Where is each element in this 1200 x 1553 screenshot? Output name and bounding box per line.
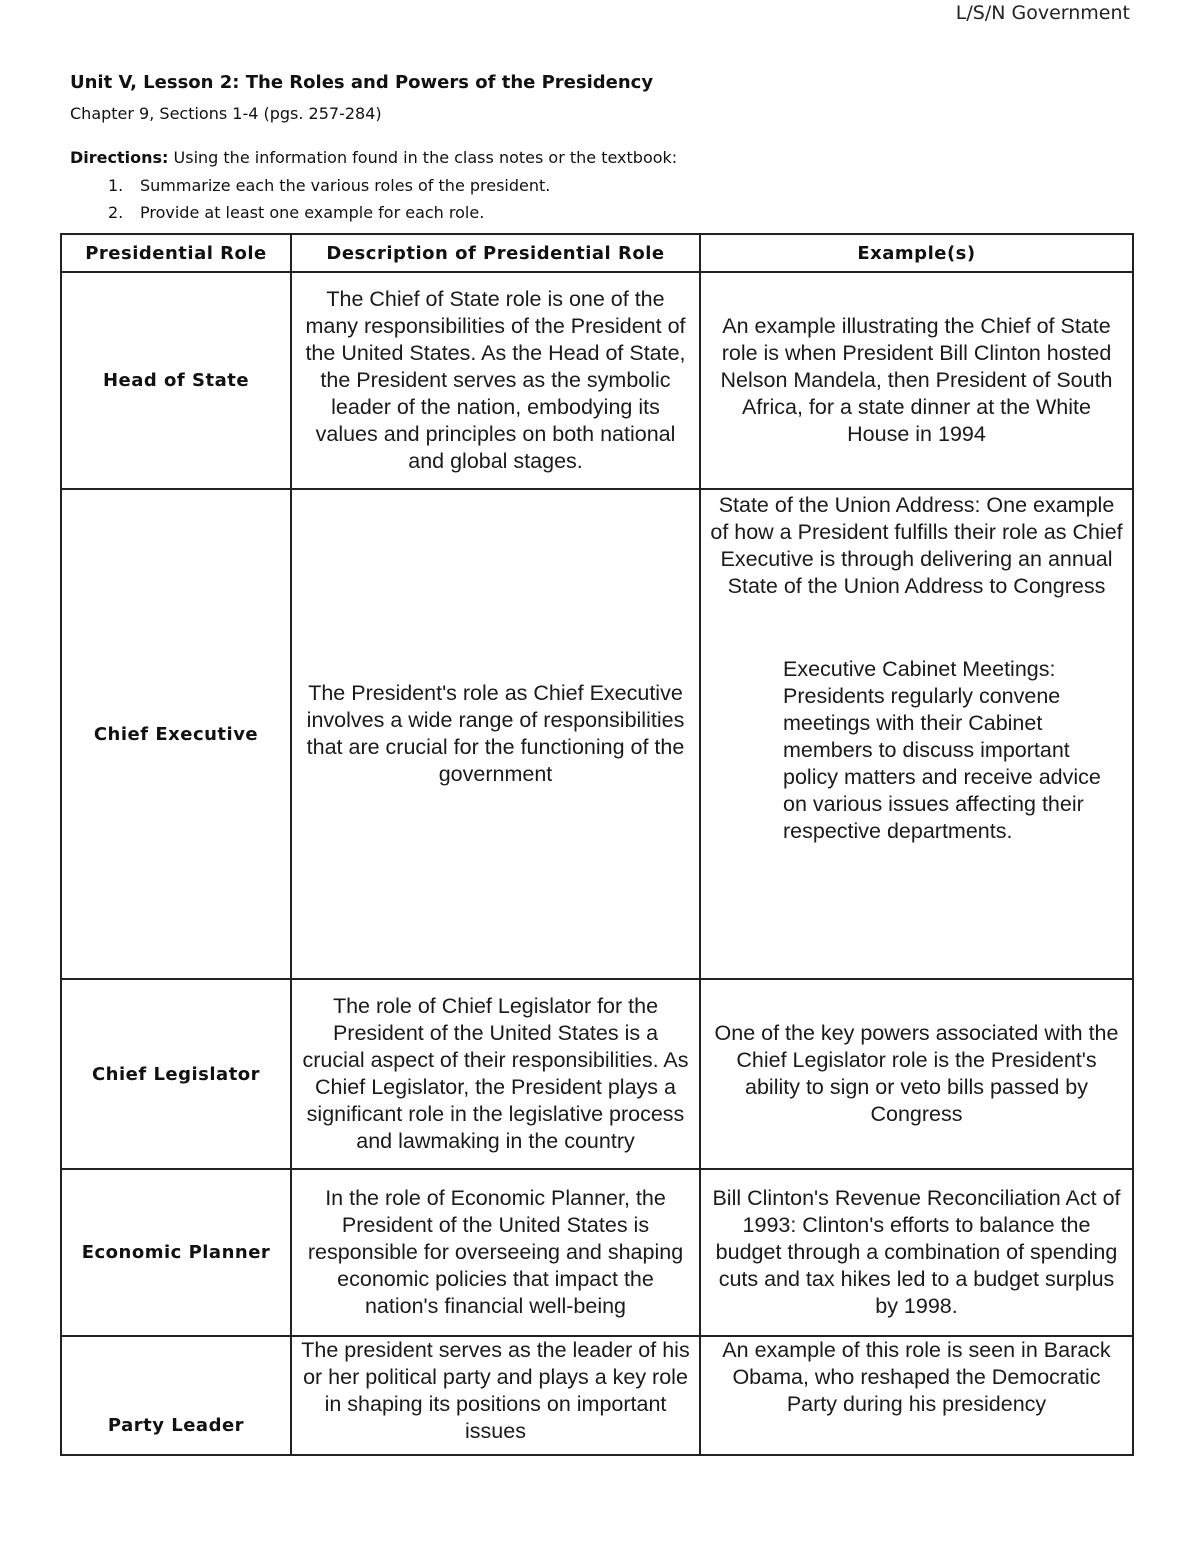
header-examples: Example(s) — [700, 234, 1133, 272]
role-name: Economic Planner — [61, 1169, 291, 1336]
course-header: L/S/N Government — [955, 2, 1130, 24]
table-row — [61, 979, 1133, 1169]
role-description: The president serves as the leader of his or her political party and plays a key role in shaping its positions on important issues — [291, 1336, 700, 1455]
directions-text: Using the information found in the class notes or the textbook: — [168, 148, 678, 167]
table-row — [61, 1336, 1133, 1455]
role-example — [700, 489, 1133, 979]
page-title: Unit V, Lesson 2: The Roles and Powers of the Presidency — [70, 72, 654, 93]
list-item — [70, 201, 550, 228]
header-description: Description of Presidential Role — [291, 234, 700, 272]
example-state-of-union: State of the Union Address: One example of how a President fulfills their role as Chief Executive is through delivering an annual State of the Union Address to Congress — [710, 493, 1123, 598]
role-description: The role of Chief Legislator for the President of the United States is a crucial aspect of their responsibilities. As Chief Legislator, the President plays a significant role in the legislative process and lawmaking in the country — [291, 979, 700, 1169]
role-name: Head of State — [61, 272, 291, 489]
header-presidential-role: Presidential Role — [61, 234, 291, 272]
role-name: Chief Legislator — [61, 979, 291, 1169]
role-description: The Chief of State role is one of the many responsibilities of the President of the United States. As the Head of State, the President serves as the symbolic leader of the nation, embodying its values and principles on both national and global stages. — [291, 272, 700, 489]
list-item — [70, 174, 550, 201]
role-example: An example illustrating the Chief of State role is when President Bill Clinton hosted Nelson Mandela, then President of South Africa, for a state dinner at the White House in 1994 — [700, 272, 1133, 489]
role-example: One of the key powers associated with the Chief Legislator role is the President's ability to sign or veto bills passed by Congress — [700, 979, 1133, 1169]
step-number: 1. — [108, 176, 124, 195]
role-description: The President's role as Chief Executive involves a wide range of responsibilities that are crucial for the functioning of the government — [291, 489, 700, 979]
step-number: 2. — [108, 203, 124, 222]
role-example: Bill Clinton's Revenue Reconciliation Act of 1993: Clinton's efforts to balance the budget through a combination of spending cuts and tax hikes led to a budget surplus by 1998. — [700, 1169, 1133, 1336]
step-text: Summarize each the various roles of the president. — [140, 176, 551, 195]
chapter-reference: Chapter 9, Sections 1-4 (pgs. 257-284) — [70, 104, 382, 123]
step-text: Provide at least one example for each role. — [140, 203, 485, 222]
directions — [70, 148, 677, 167]
role-description: In the role of Economic Planner, the President of the United States is responsible for overseeing and shaping economic policies that impact the nation's financial well-being — [291, 1169, 700, 1336]
role-name: Party Leader — [61, 1336, 291, 1455]
directions-steps — [70, 174, 550, 228]
example-cabinet-meetings: Executive Cabinet Meetings: Presidents regularly convene meetings with their Cabinet members to discuss important policy matters and receive advice on various issues affecting their respective departments. — [783, 657, 1101, 843]
role-example: An example of this role is seen in Barack Obama, who reshaped the Democratic Party during his presidency — [700, 1336, 1133, 1455]
roles-table — [60, 233, 1134, 1456]
table-row — [61, 1169, 1133, 1336]
role-name: Chief Executive — [61, 489, 291, 979]
table-header-row — [61, 234, 1133, 272]
directions-label: Directions: — [70, 148, 169, 167]
table-row — [61, 272, 1133, 489]
table-row — [61, 489, 1133, 979]
